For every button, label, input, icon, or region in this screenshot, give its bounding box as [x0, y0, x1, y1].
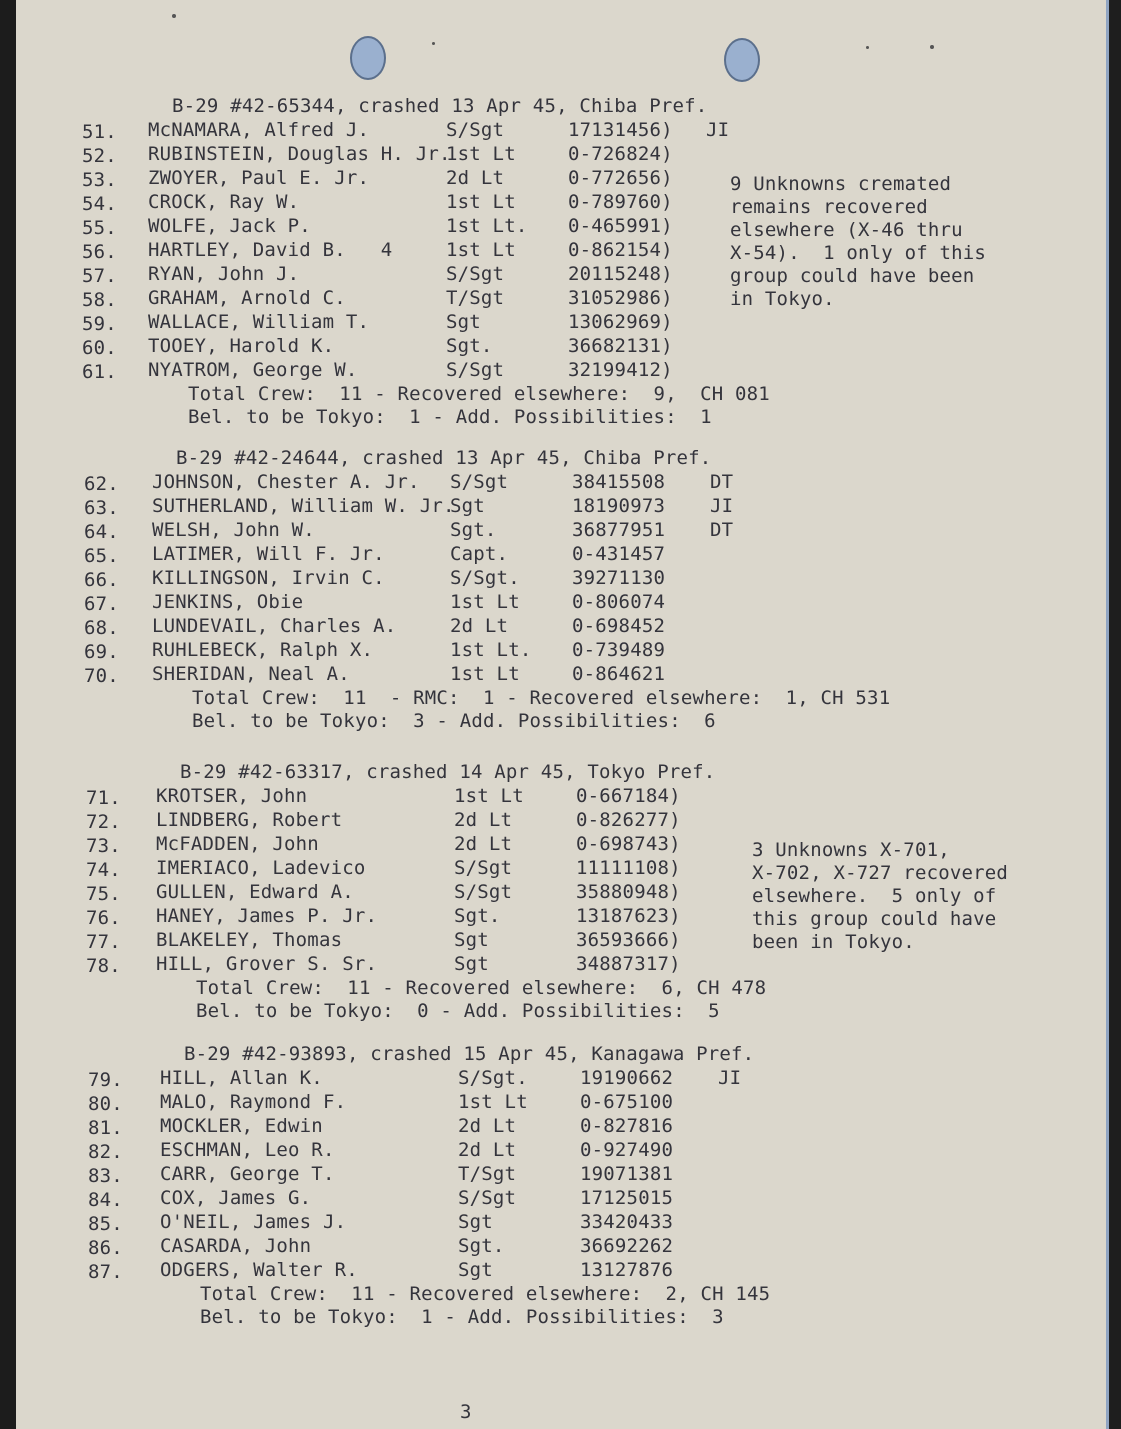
row-number: 62.	[84, 473, 119, 495]
row-number: 72.	[86, 811, 121, 833]
crew-name: McNAMARA, Alfred J.	[148, 119, 370, 141]
row-number: 66.	[84, 569, 119, 591]
crew-name: RUHLEBECK, Ralph X.	[152, 639, 374, 661]
speck	[432, 42, 435, 45]
row-number: 82.	[88, 1141, 123, 1163]
crew-rank: 1st Lt	[446, 191, 516, 213]
serial-number: 0-739489	[572, 639, 666, 661]
status-code: DT	[710, 519, 734, 541]
serial-number: 0-726824)	[568, 143, 673, 165]
crew-name: COX, James G.	[160, 1187, 312, 1209]
group-header: B-29 #42-93893, crashed 15 Apr 45, Kanagawa Pref.	[184, 1043, 755, 1065]
serial-number: 19071381	[580, 1163, 674, 1185]
crew-name: ESCHMAN, Leo R.	[160, 1139, 335, 1161]
crew-rank: 1st Lt	[454, 785, 524, 807]
remarks-note: elsewhere. 5 only of	[752, 885, 997, 907]
serial-number: 18190973	[572, 495, 666, 517]
remarks-note: 9 Unknowns cremated	[730, 173, 952, 195]
crew-name: WALLACE, William T.	[148, 311, 370, 333]
serial-number: 0-667184)	[576, 785, 681, 807]
crew-name: O'NEIL, James J.	[160, 1211, 347, 1233]
crew-rank: 1st Lt	[450, 591, 520, 613]
remarks-note: remains recovered	[730, 196, 928, 218]
row-number: 69.	[84, 641, 119, 663]
belonging-tokyo: Bel. to be Tokyo: 3 - Add. Possibilities: 6	[192, 710, 716, 732]
remarks-note: X-702, X-727 recovered	[752, 862, 1009, 884]
row-number: 67.	[84, 593, 119, 615]
remarks-note: in Tokyo.	[730, 288, 835, 310]
serial-number: 0-431457	[572, 543, 666, 565]
row-number: 59.	[82, 313, 117, 335]
row-number: 80.	[88, 1093, 123, 1115]
row-number: 70.	[84, 665, 119, 687]
speck	[172, 14, 176, 18]
serial-number: 34887317)	[576, 953, 681, 975]
row-number: 53.	[82, 169, 117, 191]
crew-rank: S/Sgt.	[450, 567, 520, 589]
row-number: 61.	[82, 361, 117, 383]
row-number: 60.	[82, 337, 117, 359]
remarks-note: elsewhere (X-46 thru	[730, 219, 963, 241]
crew-name: IMERIACO, Ladevico	[156, 857, 366, 879]
crew-rank: Sgt.	[450, 519, 497, 541]
row-number: 85.	[88, 1213, 123, 1235]
crew-rank: T/Sgt	[458, 1163, 517, 1185]
row-number: 87.	[88, 1261, 123, 1283]
serial-number: 17125015	[580, 1187, 674, 1209]
crew-rank: 2d Lt	[446, 167, 505, 189]
serial-number: 0-465991)	[568, 215, 673, 237]
group-header: B-29 #42-63317, crashed 14 Apr 45, Tokyo Pref.	[180, 761, 716, 783]
crew-rank: 2d Lt	[450, 615, 509, 637]
serial-number: 0-698452	[572, 615, 666, 637]
remarks-note: X-54). 1 only of this	[730, 242, 987, 264]
serial-number: 11111108)	[576, 857, 681, 879]
serial-number: 13127876	[580, 1259, 674, 1281]
crew-rank: 2d Lt	[454, 833, 513, 855]
row-number: 76.	[86, 907, 121, 929]
crew-name: SHERIDAN, Neal A.	[152, 663, 350, 685]
serial-number: 0-698743)	[576, 833, 681, 855]
row-number: 51.	[82, 121, 117, 143]
crew-name: ZWOYER, Paul E. Jr.	[148, 167, 370, 189]
crew-name: GRAHAM, Arnold C.	[148, 287, 346, 309]
page-number: 3	[460, 1401, 472, 1423]
scan-edge-left	[0, 0, 16, 1429]
crew-rank: S/Sgt	[446, 263, 505, 285]
belonging-tokyo: Bel. to be Tokyo: 1 - Add. Possibilities: 3	[200, 1306, 724, 1328]
serial-number: 0-826277)	[576, 809, 681, 831]
row-number: 57.	[82, 265, 117, 287]
crew-rank: Sgt	[458, 1259, 493, 1281]
crew-name: LATIMER, Will F. Jr.	[152, 543, 385, 565]
crew-name: MOCKLER, Edwin	[160, 1115, 323, 1137]
crew-name: HANEY, James P. Jr.	[156, 905, 378, 927]
row-number: 79.	[88, 1069, 123, 1091]
crew-name: McFADDEN, John	[156, 833, 319, 855]
row-number: 58.	[82, 289, 117, 311]
serial-number: 38415508	[572, 471, 666, 493]
row-number: 71.	[86, 787, 121, 809]
speck	[930, 45, 934, 49]
crew-name: KROTSER, John	[156, 785, 308, 807]
serial-number: 0-772656)	[568, 167, 673, 189]
crew-rank: S/Sgt	[454, 881, 513, 903]
remarks-note: group could have been	[730, 265, 975, 287]
row-number: 68.	[84, 617, 119, 639]
row-number: 83.	[88, 1165, 123, 1187]
serial-number: 0-927490	[580, 1139, 674, 1161]
row-number: 73.	[86, 835, 121, 857]
crew-name: CARR, George T.	[160, 1163, 335, 1185]
status-code: JI	[706, 119, 730, 141]
serial-number: 31052986)	[568, 287, 673, 309]
serial-number: 36593666)	[576, 929, 681, 951]
status-code: JI	[718, 1067, 742, 1089]
crew-rank: 1st Lt	[446, 143, 516, 165]
serial-number: 32199412)	[568, 359, 673, 381]
punch-hole-right	[724, 38, 760, 82]
crew-rank: 2d Lt	[454, 809, 513, 831]
crew-name: CASARDA, John	[160, 1235, 312, 1257]
serial-number: 17131456)	[568, 119, 673, 141]
crew-name: SUTHERLAND, William W. Jr.	[152, 495, 455, 517]
serial-number: 0-862154)	[568, 239, 673, 261]
crew-rank: 1st Lt.	[450, 639, 532, 661]
status-code: DT	[710, 471, 734, 493]
serial-number: 13062969)	[568, 311, 673, 333]
row-number: 74.	[86, 859, 121, 881]
group-header: B-29 #42-24644, crashed 13 Apr 45, Chiba Pref.	[176, 447, 712, 469]
scan-edge-right	[1109, 0, 1121, 1429]
crew-rank: 1st Lt	[458, 1091, 528, 1113]
row-number: 64.	[84, 521, 119, 543]
crew-name: TOOEY, Harold K.	[148, 335, 335, 357]
total-crew: Total Crew: 11 - RMC: 1 - Recovered elsewhere: 1, CH 531	[192, 687, 891, 709]
serial-number: 0-827816	[580, 1115, 674, 1137]
crew-name: HARTLEY, David B. 4	[148, 239, 393, 261]
belonging-tokyo: Bel. to be Tokyo: 0 - Add. Possibilities: 5	[196, 1000, 720, 1022]
row-number: 86.	[88, 1237, 123, 1259]
serial-number: 20115248)	[568, 263, 673, 285]
row-number: 77.	[86, 931, 121, 953]
remarks-note: been in Tokyo.	[752, 931, 915, 953]
crew-rank: S/Sgt	[446, 359, 505, 381]
crew-rank: Sgt	[446, 311, 481, 333]
crew-rank: 1st Lt	[450, 663, 520, 685]
row-number: 78.	[86, 955, 121, 977]
crew-name: NYATROM, George W.	[148, 359, 358, 381]
crew-name: JENKINS, Obie	[152, 591, 304, 613]
crew-rank: T/Sgt	[446, 287, 505, 309]
remarks-note: this group could have	[752, 908, 997, 930]
total-crew: Total Crew: 11 - Recovered elsewhere: 9, CH 081	[188, 383, 770, 405]
crew-name: WELSH, John W.	[152, 519, 315, 541]
crew-rank: 2d Lt	[458, 1115, 517, 1137]
serial-number: 35880948)	[576, 881, 681, 903]
crew-name: KILLINGSON, Irvin C.	[152, 567, 385, 589]
crew-rank: S/Sgt	[446, 119, 505, 141]
crew-rank: Sgt.	[458, 1235, 505, 1257]
serial-number: 36877951	[572, 519, 666, 541]
crew-rank: 2d Lt	[458, 1139, 517, 1161]
remarks-note: 3 Unknowns X-701,	[752, 839, 950, 861]
total-crew: Total Crew: 11 - Recovered elsewhere: 2, CH 145	[200, 1283, 771, 1305]
row-number: 84.	[88, 1189, 123, 1211]
group-header: B-29 #42-65344, crashed 13 Apr 45, Chiba Pref.	[172, 95, 708, 117]
serial-number: 36692262	[580, 1235, 674, 1257]
crew-rank: 1st Lt	[446, 239, 516, 261]
crew-name: ODGERS, Walter R.	[160, 1259, 358, 1281]
crew-rank: Capt.	[450, 543, 509, 565]
crew-rank: 1st Lt.	[446, 215, 528, 237]
crew-rank: Sgt	[458, 1211, 493, 1233]
serial-number: 0-789760)	[568, 191, 673, 213]
total-crew: Total Crew: 11 - Recovered elsewhere: 6, CH 478	[196, 977, 767, 999]
serial-number: 0-864621	[572, 663, 666, 685]
crew-rank: Sgt	[454, 929, 489, 951]
crew-name: JOHNSON, Chester A. Jr.	[152, 471, 420, 493]
crew-name: WOLFE, Jack P.	[148, 215, 311, 237]
row-number: 54.	[82, 193, 117, 215]
row-number: 56.	[82, 241, 117, 263]
row-number: 65.	[84, 545, 119, 567]
speck	[866, 46, 869, 49]
crew-rank: Sgt.	[446, 335, 493, 357]
crew-name: HILL, Grover S. Sr.	[156, 953, 378, 975]
crew-rank: S/Sgt.	[458, 1067, 528, 1089]
crew-rank: S/Sgt	[454, 857, 513, 879]
crew-name: BLAKELEY, Thomas	[156, 929, 343, 951]
row-number: 63.	[84, 497, 119, 519]
crew-rank: S/Sgt	[458, 1187, 517, 1209]
crew-rank: Sgt	[450, 495, 485, 517]
belonging-tokyo: Bel. to be Tokyo: 1 - Add. Possibilities: 1	[188, 406, 712, 428]
crew-name: LINDBERG, Robert	[156, 809, 343, 831]
crew-rank: Sgt.	[454, 905, 501, 927]
serial-number: 0-675100	[580, 1091, 674, 1113]
crew-name: GULLEN, Edward A.	[156, 881, 354, 903]
crew-rank: Sgt	[454, 953, 489, 975]
status-code: JI	[710, 495, 734, 517]
crew-name: HILL, Allan K.	[160, 1067, 323, 1089]
serial-number: 19190662	[580, 1067, 674, 1089]
crew-name: RUBINSTEIN, Douglas H. Jr.	[148, 143, 451, 165]
crew-name: RYAN, John J.	[148, 263, 300, 285]
crew-rank: S/Sgt	[450, 471, 509, 493]
serial-number: 33420433	[580, 1211, 674, 1233]
crew-name: LUNDEVAIL, Charles A.	[152, 615, 397, 637]
crew-name: CROCK, Ray W.	[148, 191, 300, 213]
row-number: 75.	[86, 883, 121, 905]
row-number: 81.	[88, 1117, 123, 1139]
row-number: 52.	[82, 145, 117, 167]
serial-number: 39271130	[572, 567, 666, 589]
row-number: 55.	[82, 217, 117, 239]
serial-number: 13187623)	[576, 905, 681, 927]
crew-name: MALO, Raymond F.	[160, 1091, 347, 1113]
serial-number: 36682131)	[568, 335, 673, 357]
punch-hole-left	[350, 36, 386, 80]
serial-number: 0-806074	[572, 591, 666, 613]
